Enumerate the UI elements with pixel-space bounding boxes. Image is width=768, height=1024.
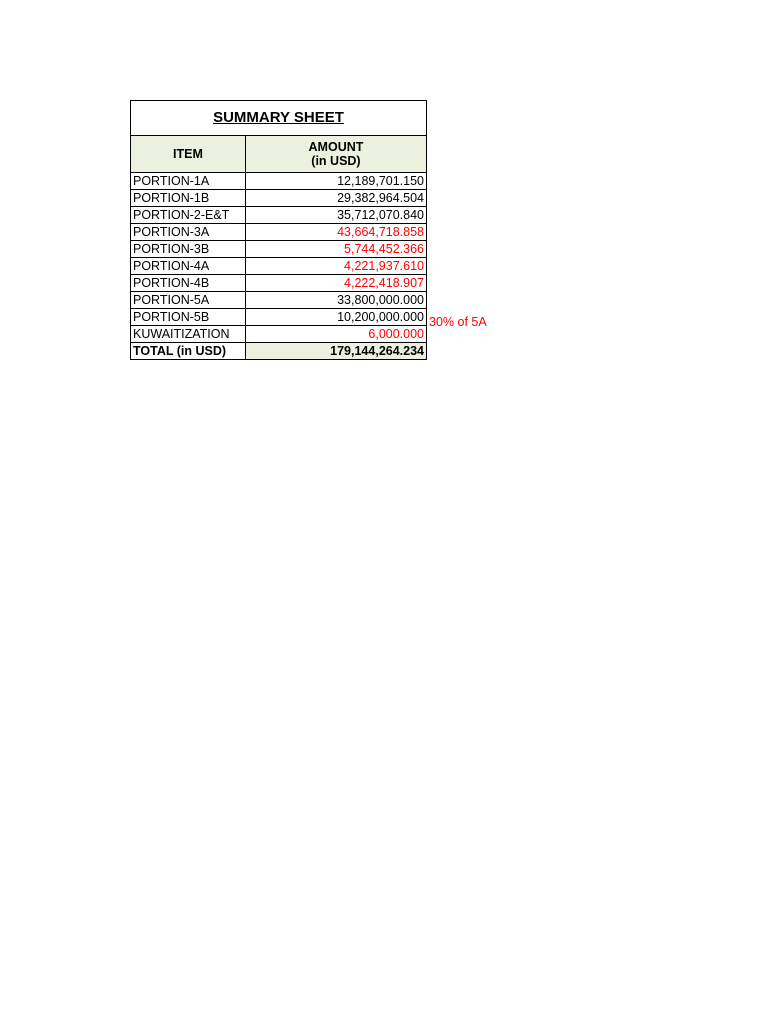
header-row bbox=[131, 136, 427, 173]
row-item: PORTION-4B bbox=[131, 275, 246, 292]
row-amount: 12,189,701.150 bbox=[245, 173, 426, 190]
table-row bbox=[131, 190, 427, 207]
table-body bbox=[131, 173, 427, 343]
total-amount: 179,144,264.234 bbox=[245, 343, 426, 360]
table-row bbox=[131, 258, 427, 275]
header-amount bbox=[245, 136, 426, 173]
row-item: PORTION-5B bbox=[131, 309, 246, 326]
row-item: PORTION-4A bbox=[131, 258, 246, 275]
row-amount: 5,744,452.366 bbox=[245, 241, 426, 258]
row-item: PORTION-1B bbox=[131, 190, 246, 207]
summary-table bbox=[130, 100, 427, 360]
row-item: PORTION-5A bbox=[131, 292, 246, 309]
table-row bbox=[131, 224, 427, 241]
portion-5b-note: 30% of 5A bbox=[429, 315, 487, 329]
title-row bbox=[131, 101, 427, 136]
header-amount-line1: AMOUNT bbox=[308, 140, 364, 154]
header-amount-line2: (in USD) bbox=[311, 154, 361, 168]
header-item: ITEM bbox=[131, 136, 246, 173]
total-label: TOTAL (in USD) bbox=[131, 343, 246, 360]
table-row bbox=[131, 207, 427, 224]
row-item: PORTION-1A bbox=[131, 173, 246, 190]
row-amount: 4,221,937.610 bbox=[245, 258, 426, 275]
table-row bbox=[131, 241, 427, 258]
table-row bbox=[131, 173, 427, 190]
row-item: PORTION-3B bbox=[131, 241, 246, 258]
table-row bbox=[131, 292, 427, 309]
row-amount: 4,222,418.907 bbox=[245, 275, 426, 292]
row-amount: 29,382,964.504 bbox=[245, 190, 426, 207]
row-amount: 6,000.000 bbox=[245, 326, 426, 343]
row-amount: 10,200,000.000 bbox=[245, 309, 426, 326]
row-item: PORTION-2-E&T bbox=[131, 207, 246, 224]
row-item: PORTION-3A bbox=[131, 224, 246, 241]
total-row bbox=[131, 343, 427, 360]
table-row bbox=[131, 326, 427, 343]
sheet-title: SUMMARY SHEET bbox=[131, 101, 427, 136]
row-amount: 43,664,718.858 bbox=[245, 224, 426, 241]
row-item: KUWAITIZATION bbox=[131, 326, 246, 343]
table-row bbox=[131, 309, 427, 326]
row-amount: 33,800,000.000 bbox=[245, 292, 426, 309]
row-amount: 35,712,070.840 bbox=[245, 207, 426, 224]
table-row bbox=[131, 275, 427, 292]
summary-sheet bbox=[130, 100, 427, 360]
